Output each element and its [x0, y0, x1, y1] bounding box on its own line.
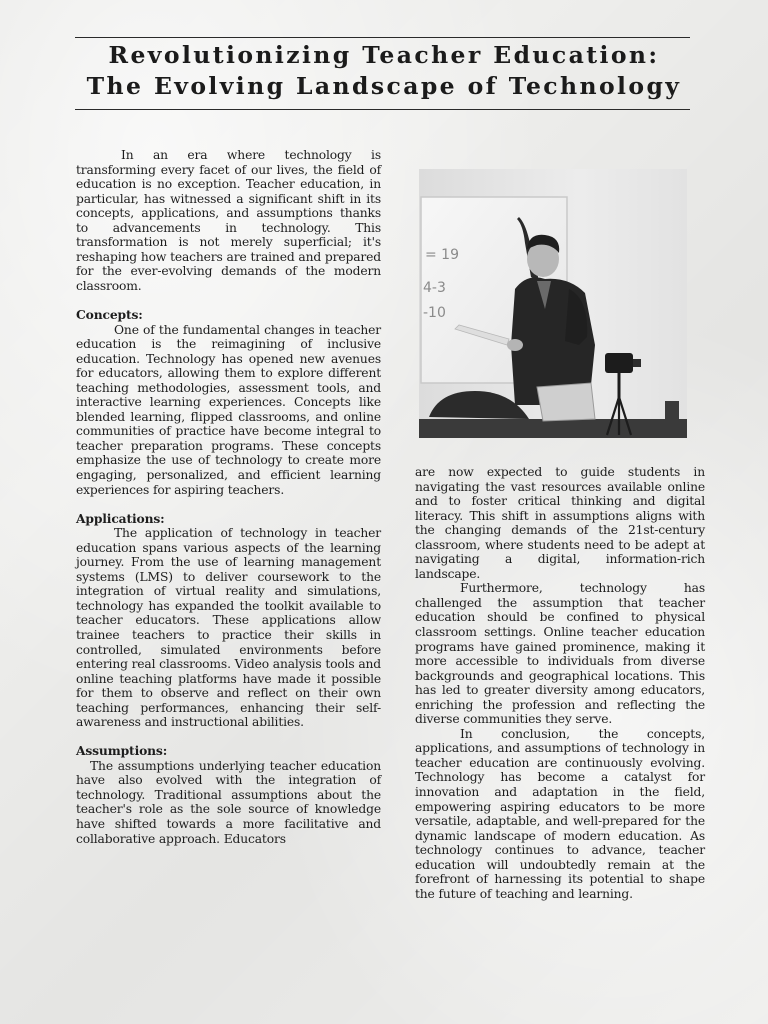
assumptions-paragraph-continued: are now expected to guide students in navigating the vast resources available online and to foster critical thinking and digital literacy. This shift in assumptions aligns with the changing demands of the 21st-century classroom, where students need to be adept at navigating a digital, information-rich landscape. [415, 465, 705, 581]
applications-paragraph: The application of technology in teacher education spans various aspects of the learning journey. From the use of learning management systems (LMS) to deliver coursework to the integration of virtual reality and simulations, technology has expanded the toolkit available to teacher educators. These applications allow trainee teachers to practice their skills in controlled, simulated environments before entering real classrooms. Video analysis tools and online teaching platforms have made it possible for them to observe and reflect on their own teaching performances, enhancing their self-awareness and instructional abilities. [76, 526, 382, 730]
title-top-rule [75, 37, 690, 38]
right-column [415, 465, 705, 901]
teacher-at-whiteboard-image [419, 169, 687, 438]
teacher-photo [419, 169, 687, 438]
intro-paragraph: In an era where technology is transforming every facet of our lives, the field of education is no exception. Teacher education, in particular, has witnessed a significant shift in its concepts, applications, and assumptions thanks to advancements in technology. This transformation is not merely superficial; it's reshaping how teachers are trained and prepared for the ever-evolving demands of the modern classroom. [76, 148, 381, 293]
title-line-1: Revolutionizing Teacher Education: [108, 41, 660, 69]
furthermore-paragraph: Furthermore, technology has challenged the assumption that teacher education should be confined to physical classroom settings. Online teacher education programs have gained prominence, making it more accessible to individuals from diverse backgrounds and geographical locations. This has led to greater diversity among educators, enriching the profession and reflecting the diverse communities they serve. [415, 581, 705, 727]
title-line-2: The Evolving Landscape of Technology [86, 72, 682, 100]
concepts-heading: Concepts: [76, 306, 143, 322]
document-title [60, 40, 708, 102]
applications-heading: Applications: [76, 510, 165, 526]
concepts-paragraph: One of the fundamental changes in teacher education is the reimagining of inclusive education. Technology has opened new avenues for educators, allowing them to explore different teaching methodologies, assessment tools, and interactive learning experiences. Concepts like blended learning, flipped classrooms, and online communities of practice have become integral to teacher preparation programs. These concepts emphasize the use of technology to create more engaging, personalized, and efficient learning experiences for aspiring teachers. [76, 322, 381, 497]
board-writing-2: 4-3 [423, 280, 446, 296]
board-writing-1: = 19 [425, 247, 459, 263]
desk [419, 419, 687, 438]
cup [665, 401, 679, 419]
assumptions-heading: Assumptions: [76, 743, 168, 759]
left-column [76, 148, 381, 846]
assumptions-paragraph-start: The assumptions underlying teacher education have also evolved with the integration of technology. Traditional assumptions about the teacher's role as the sole source of knowledge have shifted towards a more facilitative and collaborative approach. Educators [76, 758, 381, 846]
title-bottom-rule [75, 109, 690, 110]
conclusion-paragraph: In conclusion, the concepts, applications, and assumptions of technology in teacher education are continuously evolving. Technology has become a catalyst for innovation and adaptation in the field, empowering aspiring educators to be more versatile, adaptable, and well-prepared for the dynamic landscape of modern education. As technology continues to advance, teacher education will undoubtedly remain at the forefront of harnessing its potential to shape the future of teaching and learning. [415, 726, 705, 901]
laptop [537, 383, 595, 421]
board-writing-3: -10 [423, 305, 446, 321]
